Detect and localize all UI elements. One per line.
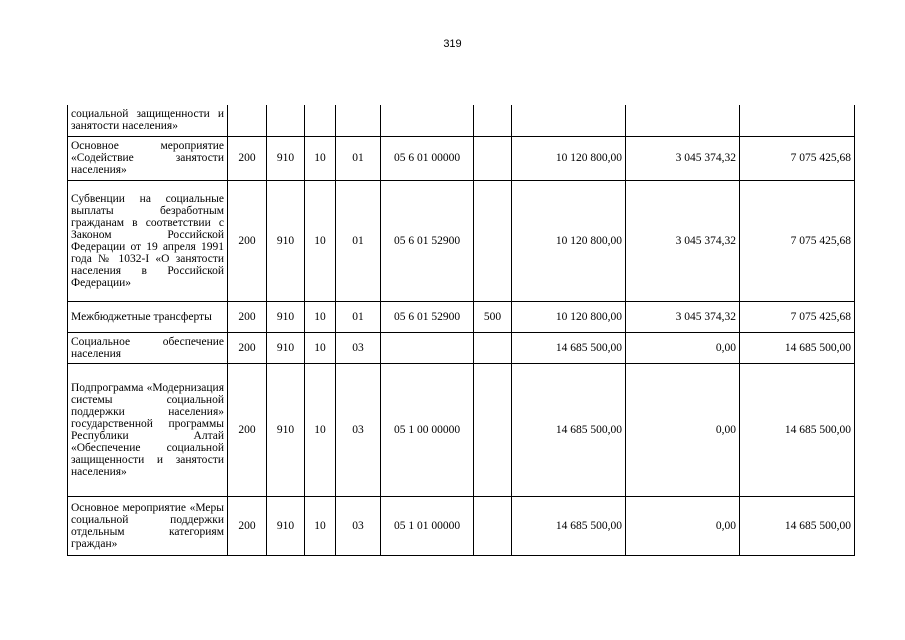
budget-table <box>67 105 855 556</box>
amount-planned: 14 685 500,00 <box>512 332 626 363</box>
amount-executed: 3 045 374,32 <box>626 136 740 180</box>
code-ministry: 910 <box>267 363 305 496</box>
code-subchapter: 03 <box>336 496 381 555</box>
code-chapter: 10 <box>305 136 336 180</box>
amount-executed: 0,00 <box>626 363 740 496</box>
code-expense-type <box>474 332 512 363</box>
code-chapter: 10 <box>305 180 336 301</box>
code-section: 200 <box>228 363 267 496</box>
amount-remaining: 7 075 425,68 <box>740 301 855 332</box>
row-name: Подпрограмма «Модернизация системы социальной поддержки населения» государственной программы Республики Алтай «Обеспечение социальной защищенности и занятости населения» <box>68 363 228 496</box>
row-name: Основное мероприятие «Меры социальной поддержки отдельным категориям граждан» <box>68 496 228 555</box>
code-ministry: 910 <box>267 301 305 332</box>
code-chapter: 10 <box>305 363 336 496</box>
code-section: 200 <box>228 136 267 180</box>
code-target-article: 05 6 01 00000 <box>381 136 474 180</box>
table-row <box>68 301 855 332</box>
code-expense-type <box>474 363 512 496</box>
amount-planned: 10 120 800,00 <box>512 180 626 301</box>
table-row <box>68 180 855 301</box>
code-chapter: 10 <box>305 496 336 555</box>
amount-remaining <box>740 105 855 136</box>
code-chapter: 10 <box>305 332 336 363</box>
code-subchapter: 01 <box>336 301 381 332</box>
code-chapter: 10 <box>305 301 336 332</box>
code-subchapter <box>336 105 381 136</box>
code-ministry: 910 <box>267 496 305 555</box>
row-name: Субвенции на социальные выплаты безработным гражданам в соответствии с Законом Российской Федерации от 19 апреля 1991 года № 1032-I «О занятости населения в Российской Федерации» <box>68 180 228 301</box>
code-subchapter: 03 <box>336 332 381 363</box>
row-name: Социальное обеспечение населения <box>68 332 228 363</box>
code-expense-type <box>474 496 512 555</box>
code-subchapter: 01 <box>336 136 381 180</box>
amount-remaining: 7 075 425,68 <box>740 180 855 301</box>
code-section: 200 <box>228 332 267 363</box>
table-row <box>68 332 855 363</box>
page-number: 319 <box>443 38 462 50</box>
amount-planned: 10 120 800,00 <box>512 301 626 332</box>
code-subchapter: 03 <box>336 363 381 496</box>
amount-planned: 14 685 500,00 <box>512 496 626 555</box>
code-ministry: 910 <box>267 332 305 363</box>
amount-executed: 3 045 374,32 <box>626 180 740 301</box>
table-row <box>68 136 855 180</box>
amount-executed <box>626 105 740 136</box>
code-expense-type <box>474 180 512 301</box>
table-row <box>68 105 855 136</box>
code-target-article <box>381 105 474 136</box>
code-target-article: 05 1 01 00000 <box>381 496 474 555</box>
code-ministry: 910 <box>267 136 305 180</box>
code-ministry <box>267 105 305 136</box>
code-target-article: 05 1 00 00000 <box>381 363 474 496</box>
amount-remaining: 14 685 500,00 <box>740 496 855 555</box>
amount-planned: 10 120 800,00 <box>512 136 626 180</box>
code-section <box>228 105 267 136</box>
amount-executed: 3 045 374,32 <box>626 301 740 332</box>
table-row <box>68 363 855 496</box>
code-expense-type <box>474 136 512 180</box>
row-name: Межбюджетные трансферты <box>68 301 228 332</box>
amount-remaining: 14 685 500,00 <box>740 363 855 496</box>
code-expense-type <box>474 105 512 136</box>
amount-planned <box>512 105 626 136</box>
amount-executed: 0,00 <box>626 332 740 363</box>
code-section: 200 <box>228 301 267 332</box>
code-chapter <box>305 105 336 136</box>
code-section: 200 <box>228 180 267 301</box>
code-section: 200 <box>228 496 267 555</box>
row-name: Основное мероприятие «Содействие занятости населения» <box>68 136 228 180</box>
code-target-article: 05 6 01 52900 <box>381 180 474 301</box>
code-target-article: 05 6 01 52900 <box>381 301 474 332</box>
amount-remaining: 14 685 500,00 <box>740 332 855 363</box>
code-target-article <box>381 332 474 363</box>
amount-planned: 14 685 500,00 <box>512 363 626 496</box>
code-subchapter: 01 <box>336 180 381 301</box>
row-name: социальной защищенности и занятости населения» <box>68 105 228 136</box>
amount-executed: 0,00 <box>626 496 740 555</box>
code-expense-type: 500 <box>474 301 512 332</box>
amount-remaining: 7 075 425,68 <box>740 136 855 180</box>
table-row <box>68 496 855 555</box>
code-ministry: 910 <box>267 180 305 301</box>
